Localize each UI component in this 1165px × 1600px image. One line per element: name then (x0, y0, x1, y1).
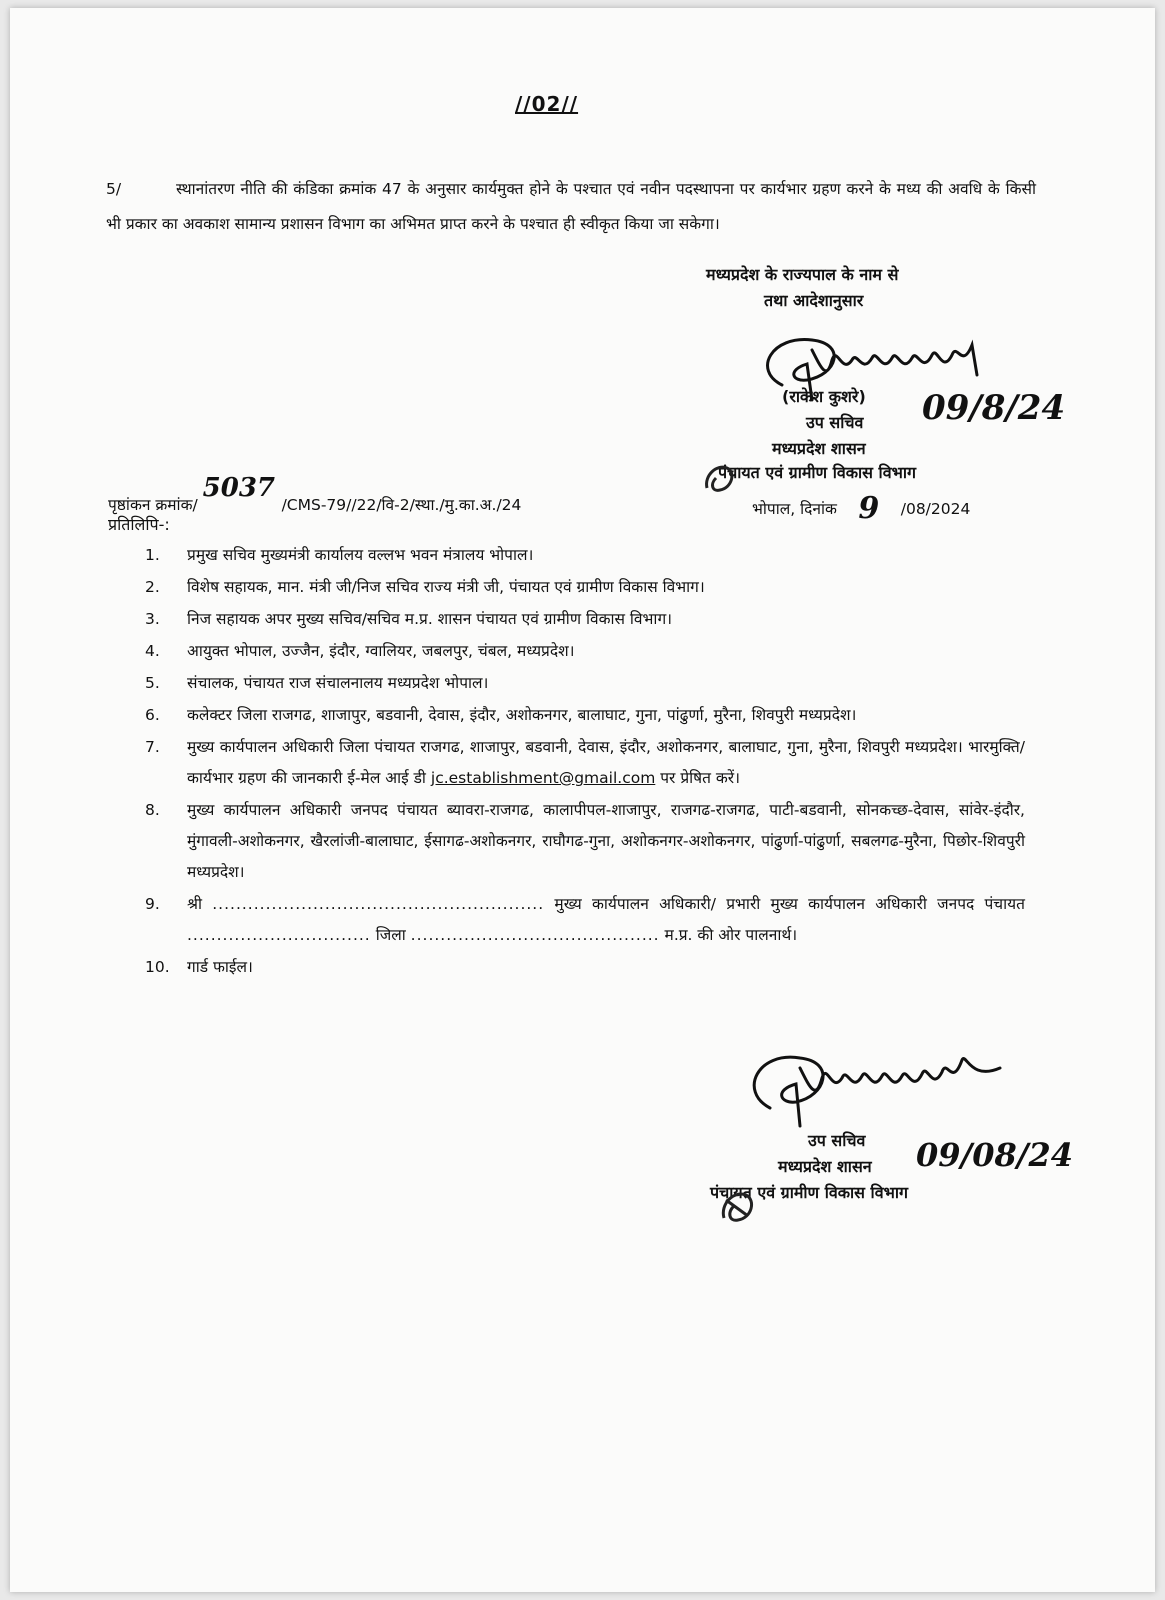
copy-label: प्रतिलिपि-: (108, 515, 170, 534)
signatory-1-govt: मध्यप्रदेश शासन (772, 439, 866, 458)
reference-line (108, 473, 522, 517)
list-item: 4. आयुक्त भोपाल, उज्जैन, इंदौर, ग्वालियर, जबलपुर, चंबल, मध्यप्रदेश। (145, 642, 575, 660)
list-item: 8. मुख्य कार्यपालन अधिकारी जनपद पंचायत ब्यावरा-राजगढ, कालापीपल-शाजापुर, राजगढ-राजगढ, पाटी-बडवानी, सोनकच्छ-देवास, सांवेर-इंदौर, मुंगावली-अशोकनगर, खैरलांजी-बालाघाट, ईसागढ-अशोकनगर, राघौगढ-गुना, अशोकनगर-अशोकनगर, पांढुर्णा-पांढुर्णा, सबलगढ-मुरैना, पिछोर-शिवपुरी मध्यप्रदेश। (145, 801, 1025, 881)
signatory-1-handwritten-date: 09/8/24 (922, 388, 1066, 428)
stamp-mark-2 (718, 1186, 758, 1226)
list-item: 9. श्री ........................................................ मुख्य कार्यपालन अधिकारी/ प्रभारी मुख्य कार्यपालन अधिकारी जनपद पंचायत ............................... जिला .......................................... म.प्र. की ओर पालनार्थ। (145, 895, 1025, 944)
handwritten-day: 9 (858, 491, 880, 526)
signatory-2-designation: उप सचिव (808, 1131, 866, 1150)
stamp-mark-1 (702, 460, 738, 496)
date-line (752, 487, 971, 526)
date-label: भोपाल, दिनांक (752, 500, 837, 518)
list-item: 7. मुख्य कार्यपालन अधिकारी जिला पंचायत राजगढ, शाजापुर, बडवानी, देवास, इंदौर, अशोकनगर, बालाघाट, गुना, मुरैना, शिवपुरी मध्यप्रदेश। भारमुक्ति/कार्यभार ग्रहण की जानकारी ई-मेल आई डी jc.establishment@gmail.com पर प्रेषित करें। (145, 738, 1025, 787)
paragraph-number: 5/ (106, 180, 122, 198)
list-item: 5. संचालक, पंचायत राज संचालनालय मध्यप्रदेश भोपाल। (145, 674, 489, 692)
email-link[interactable]: jc.establishment@gmail.com (430, 769, 656, 787)
signatory-2-department: पंचायत एवं ग्रामीण विकास विभाग (710, 1183, 908, 1202)
page-number: //02// (515, 92, 579, 116)
signatory-1-name: (राकेश कुशरे) (782, 387, 866, 406)
authority-line-1: मध्यप्रदेश के राज्यपाल के नाम से (706, 265, 899, 284)
authority-block (706, 262, 1026, 314)
copies-list (145, 540, 1025, 984)
list-item: 3. निज सहायक अपर मुख्य सचिव/सचिव म.प्र. शासन पंचायत एवं ग्रामीण विकास विभाग। (145, 610, 673, 628)
signatory-1-designation: उप सचिव (806, 413, 864, 432)
list-item: 2. विशेष सहायक, मान. मंत्री जी/निज सचिव राज्य मंत्री जी, पंचायत एवं ग्रामीण विकास विभाग। (145, 578, 705, 596)
paragraph-5 (106, 172, 1036, 242)
authority-line-2: तथा आदेशानुसार (764, 291, 864, 310)
reference-label: पृष्ठांकन क्रमांक/ (108, 496, 198, 514)
list-item: 1. प्रमुख सचिव मुख्यमंत्री कार्यालय वल्लभ भवन मंत्रालय भोपाल। (145, 546, 534, 564)
date-rest: /08/2024 (900, 500, 971, 518)
list-item: 10. गार्ड फाईल। (145, 958, 253, 976)
signatory-1-department: पंचायत एवं ग्रामीण विकास विभाग (718, 463, 916, 482)
reference-handwritten-number: 5037 (202, 473, 276, 503)
list-item: 6. कलेक्टर जिला राजगढ, शाजापुर, बडवानी, देवास, इंदौर, अशोकनगर, बालाघाट, गुना, पांढुर्णा, मुरैना, शिवपुरी मध्यप्रदेश। (145, 706, 857, 724)
signature-2 (738, 1046, 1028, 1136)
signatory-2-govt: मध्यप्रदेश शासन (778, 1157, 872, 1176)
paragraph-text: स्थानांतरण नीति की कंडिका क्रमांक 47 के अनुसार कार्यमुक्त होने के पश्चात एवं नवीन पदस्थापना पर कार्यभार ग्रहण करने के मध्य की अवधि के किसी भी प्रकार का अवकाश सामान्य प्रशासन विभाग का अभिमत प्राप्त करने के पश्चात ही स्वीकृत किया जा सकेगा। (106, 180, 1036, 233)
signatory-2-handwritten-date: 09/08/24 (916, 1136, 1073, 1174)
reference-code: /CMS-79//22/वि-2/स्था./मु.का.अ./24 (281, 496, 522, 514)
